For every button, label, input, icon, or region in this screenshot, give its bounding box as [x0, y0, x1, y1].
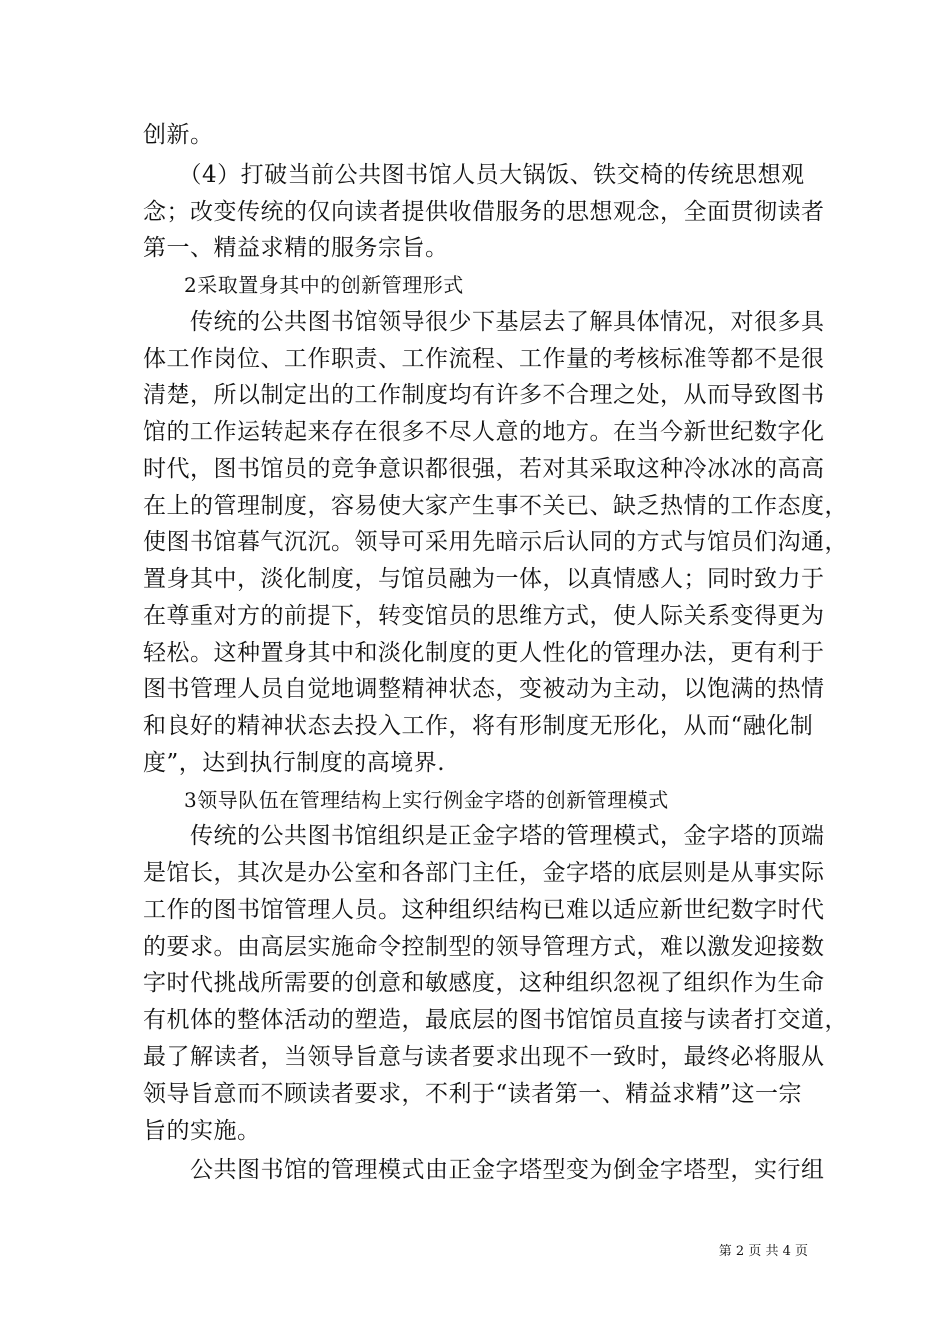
text-line: 轻松。这种置身其中和淡化制度的更人性化的管理办法，更有利于 [143, 640, 825, 666]
section-heading: 3领导队伍在管理结构上实行例金字塔的创新管理模式 [143, 788, 669, 812]
text-line: 旨的实施。 [143, 1118, 261, 1144]
text-line: 最了解读者，当领导旨意与读者要求出现不一致时，最终必将服从 [143, 1044, 825, 1070]
text-line: 有机体的整体活动的塑造，最底层的图书馆馆员直接与读者打交道， [143, 1007, 848, 1033]
text-line: 字时代挑战所需要的创意和敏感度，这种组织忽视了组织作为生命 [143, 970, 825, 996]
text-line: 图书管理人员自觉地调整精神状态，变被动为主动，以饱满的热情 [143, 676, 825, 702]
text-line: 是馆长，其次是办公室和各部门主任，金字塔的底层则是从事实际 [143, 860, 825, 886]
text-line: 体工作岗位、工作职责、工作流程、工作量的考核标准等都不是很 [143, 346, 825, 372]
text-line: 使图书馆暮气沉沉。领导可采用先暗示后认同的方式与馆员们沟通， [143, 529, 848, 555]
text-line: 传统的公共图书馆领导很少下基层去了解具体情况，对很多具 [143, 309, 825, 335]
text-line: （4）打破当前公共图书馆人员大锅饭、铁交椅的传统思想观 [143, 162, 805, 188]
text-line: 时代，图书馆员的竞争意识都很强，若对其采取这种冷冰冰的高高 [143, 456, 825, 482]
text-line: 在上的管理制度，容易使大家产生事不关已、缺乏热情的工作态度， [143, 493, 848, 519]
text-line: 创新。 [143, 122, 214, 148]
page-number: 第 2 页 共 4 页 [718, 1244, 808, 1259]
text-line: 在尊重对方的前提下，转变馆员的思维方式，使人际关系变得更为 [143, 603, 825, 629]
text-line: 的要求。由高层实施命令控制型的领导管理方式，难以激发迎接数 [143, 934, 825, 960]
text-line: 馆的工作运转起来存在很多不尽人意的地方。在当今新世纪数字化 [143, 419, 825, 445]
text-line: 念；改变传统的仅向读者提供收借服务的思想观念，全面贯彻读者 [143, 199, 825, 225]
text-line: 清楚，所以制定出的工作制度均有许多不合理之处，从而导致图书 [143, 382, 825, 408]
text-line: 工作的图书馆管理人员。这种组织结构已难以适应新世纪数字时代 [143, 897, 825, 923]
text-line: 度”，达到执行制度的高境界. [143, 750, 446, 776]
text-line: 第一、精益求精的服务宗旨。 [143, 235, 449, 261]
text-line: 领导旨意而不顾读者要求，不利于“读者第一、精益求精”这一宗 [143, 1081, 803, 1107]
text-line: 置身其中，淡化制度，与馆员融为一体，以真情感人；同时致力于 [143, 566, 825, 592]
text-line: 传统的公共图书馆组织是正金字塔的管理模式，金字塔的顶端 [143, 823, 825, 849]
text-line: 公共图书馆的管理模式由正金字塔型变为倒金字塔型，实行组 [143, 1157, 825, 1183]
section-heading: 2采取置身其中的创新管理形式 [143, 273, 464, 297]
text-line: 和良好的精神状态去投入工作，将有形制度无形化，从而“融化制 [143, 713, 814, 739]
